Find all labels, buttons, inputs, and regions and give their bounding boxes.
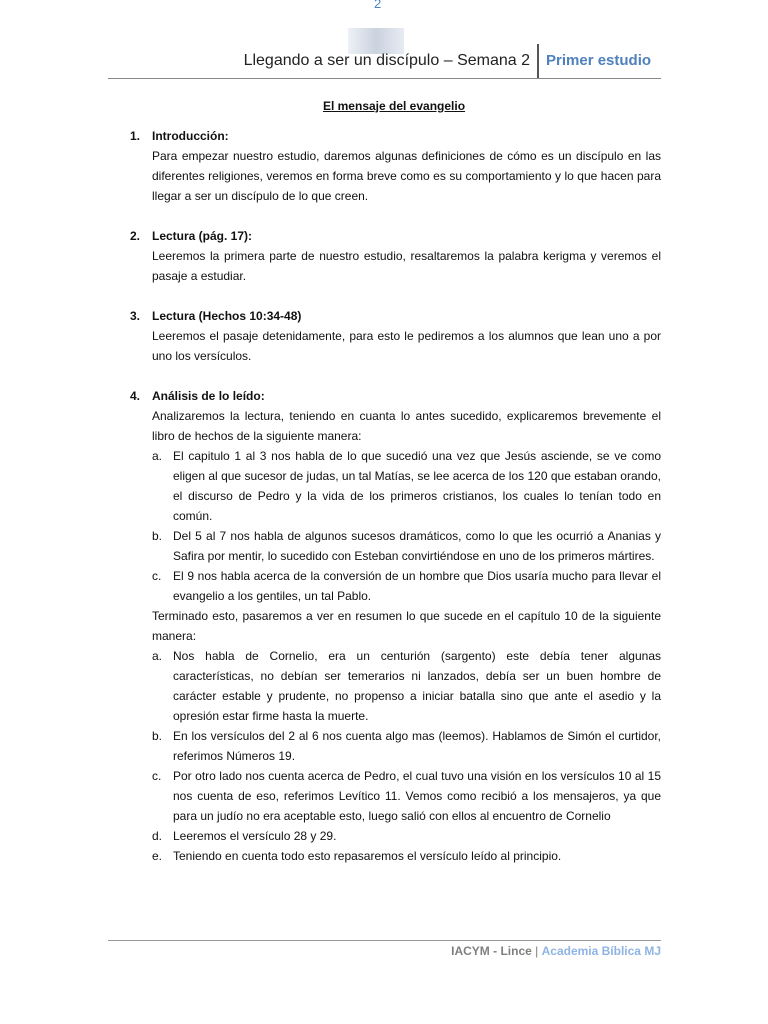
section-lectura-pag	[127, 226, 661, 286]
list-item-text: En los versículos del 2 al 6 nos cuenta algo mas (leemos). Hablamos de Simón el curtidor, referimos Números 19.	[173, 729, 661, 763]
section-heading: Análisis de lo leído:	[152, 389, 265, 403]
header-title	[244, 52, 530, 70]
list-letter: a.	[152, 649, 163, 663]
list-item-text: Por otro lado nos cuenta acerca de Pedro, el cual tuvo una visión en los versículos 10 al 15 nos cuenta de eso, referimos Levítico 11. Vemos como recibió a los mensajeros, ya que para un judío no era aceptable esto, luego salió con ellos al encuentro de Cornelio	[173, 769, 661, 823]
header-title-dash: –	[439, 52, 458, 69]
list-item-text: Leeremos el versículo 28 y 29.	[173, 829, 337, 843]
header-title-week: Semana 2	[457, 52, 530, 69]
list-item	[152, 826, 661, 846]
chapter-summary-list	[152, 646, 661, 866]
list-letter: b.	[152, 529, 163, 543]
footer-academy: Academia Bíblica MJ	[541, 944, 661, 958]
list-item-text: Nos habla de Cornelio, era un centurión (sargento) este debía tener algunas características, no debían ser temerarios ni lanzados, debía ser un buen hombre de carácter estable y prudente, no propenso a iniciar batalla sino que ante el asedio y la opresión estar firme hasta la muerte.	[173, 649, 661, 723]
list-letter: c.	[152, 769, 162, 783]
header-separator	[537, 44, 539, 78]
document-title: El mensaje del evangelio	[322, 99, 466, 113]
section-text: Analizaremos la lectura, teniendo en cuanta lo antes sucedido, explicaremos brevemente el libro de hechos de la siguiente manera:	[152, 409, 661, 443]
book-summary-list	[152, 446, 661, 606]
list-item	[152, 526, 661, 566]
list-letter: b.	[152, 729, 163, 743]
list-item	[152, 766, 661, 826]
page-footer	[451, 944, 661, 958]
list-item	[152, 446, 661, 526]
list-item	[152, 566, 661, 606]
section-text-2: Terminado esto, pasaremos a ver en resumen lo que sucede en el capítulo 10 de la siguiente manera:	[152, 609, 661, 643]
footer-separator: |	[531, 944, 542, 958]
list-item-text: Teniendo en cuenta todo esto repasaremos el versículo leído al principio.	[173, 849, 562, 863]
section-number: 2.	[130, 229, 141, 243]
list-letter: c.	[152, 569, 162, 583]
list-letter: d.	[152, 829, 163, 843]
section-heading: Introducción:	[152, 129, 229, 143]
header-title-main: Llegando a ser un discípulo	[243, 52, 440, 69]
list-item	[152, 846, 661, 866]
list-item	[152, 646, 661, 726]
list-item-text: Del 5 al 7 nos habla de algunos sucesos dramáticos, como lo que les ocurrió a Ananias y Safira por mentir, lo sucedido con Esteban convirtiéndose en uno de los primeros mártires.	[173, 529, 661, 563]
page-header	[0, 44, 768, 80]
section-text: Para empezar nuestro estudio, daremos algunas definiciones de cómo es un discípulo en las diferentes religiones, veremos en forma breve como es su comportamiento y lo que hacen para llegar a ser un discípulo de lo que creen.	[152, 149, 661, 203]
section-analisis	[127, 386, 661, 866]
section-heading: Lectura (Hechos 10:34-48)	[152, 309, 302, 323]
header-rule	[108, 78, 661, 79]
footer-org: IACYM - Lince	[451, 944, 532, 958]
section-text: Leeremos el pasaje detenidamente, para esto le pediremos a los alumnos que lean uno a por uno los versículos.	[152, 329, 661, 363]
list-item-text: El 9 nos habla acerca de la conversión de un hombre que Dios usaría mucho para llevar el evangelio a los gentiles, un tal Pablo.	[173, 569, 661, 603]
list-letter: a.	[152, 449, 163, 463]
section-text: Leeremos la primera parte de nuestro estudio, resaltaremos la palabra kerigma y veremos el pasaje a estudiar.	[152, 249, 661, 283]
list-letter: e.	[152, 849, 163, 863]
page-number: 2	[374, 0, 382, 11]
footer-rule	[108, 940, 661, 941]
header-study-label: Primer estudio	[546, 52, 652, 69]
section-lectura-hechos	[127, 306, 661, 366]
section-number: 3.	[130, 309, 141, 323]
document-body	[127, 96, 661, 886]
section-heading: Lectura (pág. 17):	[152, 229, 253, 243]
section-number: 1.	[130, 129, 141, 143]
list-item-text: El capitulo 1 al 3 nos habla de lo que sucedió una vez que Jesús asciende, se ve como eligen al que sucesor de judas, un tal Matías, se lee acerca de los 120 que estaban orando, el discurso de Pedro y la vida de los primeros cristianos, los cuales lo tenían todo en común.	[173, 449, 661, 523]
list-item	[152, 726, 661, 766]
section-number: 4.	[130, 389, 141, 403]
section-introduccion	[127, 126, 661, 206]
